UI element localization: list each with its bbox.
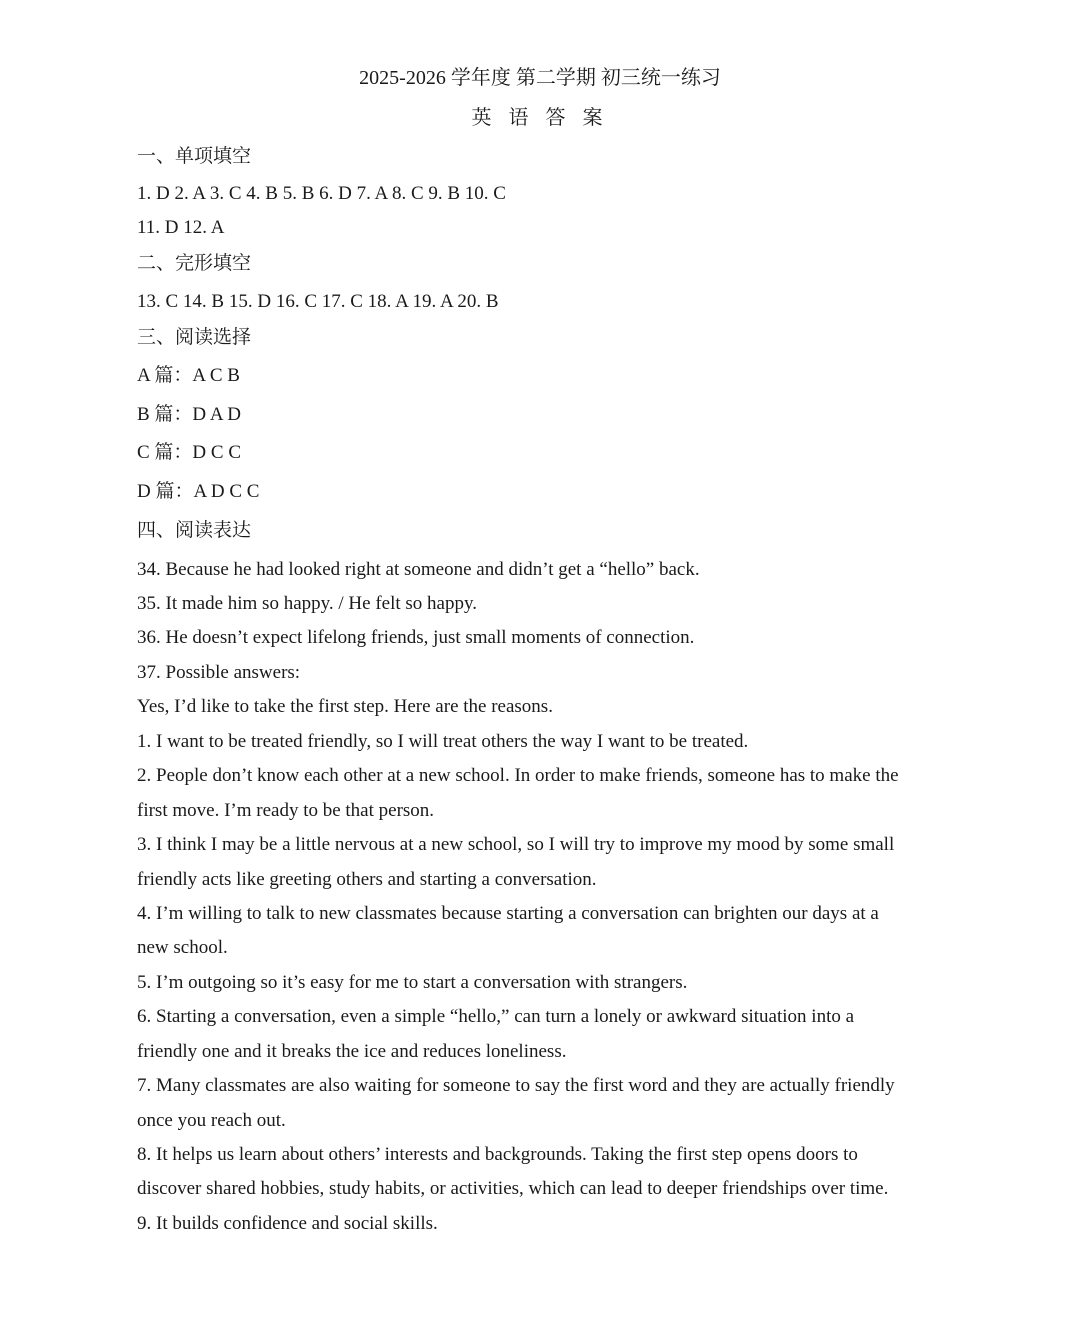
section-heading-single-choice: 一、单项填空: [137, 146, 252, 167]
document-title: 2025-2026 学年度 第二学期 初三统一练习: [359, 67, 721, 89]
passage-b-answers: B 篇：D A D: [137, 404, 241, 425]
answer-37-label: 37. Possible answers:: [137, 662, 301, 683]
reason-line: 5. I’m outgoing so it’s easy for me to start a conversation with strangers.: [137, 972, 688, 993]
passage-c-answers: C 篇：D C C: [137, 442, 241, 463]
reason-line: 4. I’m willing to talk to new classmates because starting a conversation can brighten our days at a: [137, 903, 879, 924]
reason-line: 6. Starting a conversation, even a simple “hello,” can turn a lonely or awkward situation into a: [137, 1006, 855, 1027]
reason-line: new school.: [137, 937, 228, 958]
reason-line: 3. I think I may be a little nervous at a new school, so I will try to improve my mood by some small: [137, 834, 895, 855]
answer-34: 34. Because he had looked right at someone and didn’t get a “hello” back.: [137, 559, 700, 580]
reason-line: 7. Many classmates are also waiting for someone to say the first word and they are actually friendly: [137, 1075, 895, 1096]
reason-line: first move. I’m ready to be that person.: [137, 800, 435, 821]
reason-line: 1. I want to be treated friendly, so I will treat others the way I want to be treated.: [137, 731, 749, 752]
reason-line: friendly acts like greeting others and starting a conversation.: [137, 869, 597, 890]
answer-37-intro: Yes, I’d like to take the first step. Here are the reasons.: [137, 696, 553, 717]
passage-d-answers: D 篇：A D C C: [137, 481, 260, 502]
answers-line: 11. D 12. A: [137, 217, 225, 238]
document-subtitle: 英 语 答 案: [471, 107, 609, 129]
section-heading-reading-choice: 三、阅读选择: [137, 327, 252, 348]
reason-line: 9. It builds confidence and social skills.: [137, 1213, 438, 1234]
section-heading-cloze: 二、完形填空: [137, 253, 252, 274]
passage-a-answers: A 篇：A C B: [137, 365, 240, 386]
answer-35: 35. It made him so happy. / He felt so happy.: [137, 593, 477, 614]
section-heading-reading-expression: 四、阅读表达: [137, 520, 252, 541]
reason-line: once you reach out.: [137, 1110, 286, 1131]
reason-line: discover shared hobbies, study habits, or activities, which can lead to deeper friendships over time.: [137, 1178, 889, 1199]
reason-line: 2. People don’t know each other at a new school. In order to make friends, someone has to make the: [137, 765, 899, 786]
answers-line: 1. D 2. A 3. C 4. B 5. B 6. D 7. A 8. C 9. B 10. C: [137, 183, 506, 204]
answer-36: 36. He doesn’t expect lifelong friends, just small moments of connection.: [137, 627, 695, 648]
reason-line: 8. It helps us learn about others’ interests and backgrounds. Taking the first step opens doors to: [137, 1144, 858, 1165]
reason-line: friendly one and it breaks the ice and reduces loneliness.: [137, 1041, 567, 1062]
answers-line: 13. C 14. B 15. D 16. C 17. C 18. A 19. A 20. B: [137, 291, 499, 312]
